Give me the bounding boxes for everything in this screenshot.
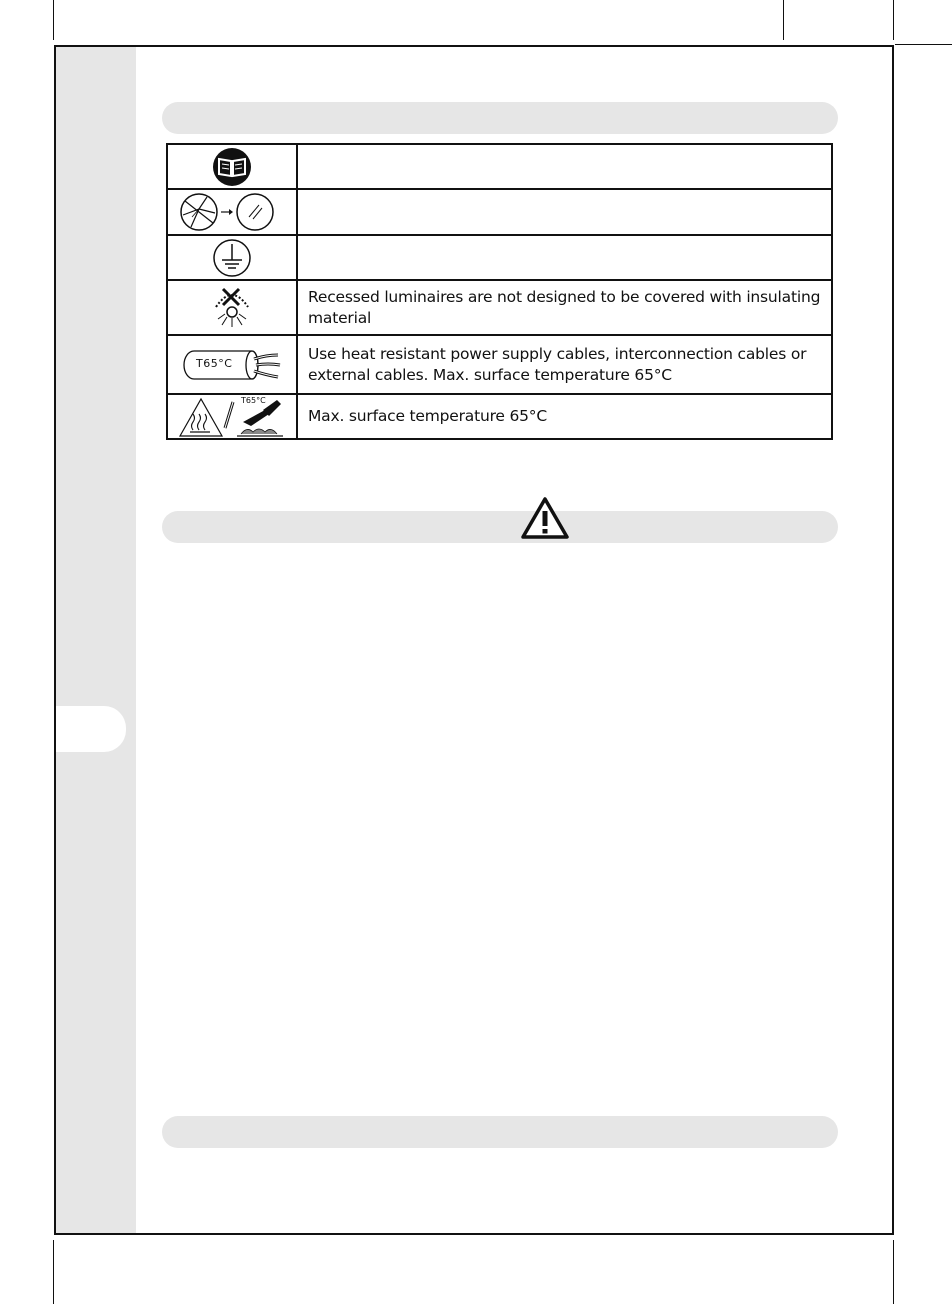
hot-surface-icon <box>177 396 287 438</box>
table-row <box>167 189 832 235</box>
crop-mark <box>783 0 784 40</box>
table-row <box>167 235 832 280</box>
symbol-description <box>297 235 832 280</box>
replace-cracked-glass-icon <box>177 191 287 233</box>
protective-earth-icon <box>212 238 252 278</box>
symbol-description: Use heat resistant power supply cables, interconnection cables or external cables. Max. surface temperature 65°C <box>297 335 832 394</box>
table-row <box>167 144 832 189</box>
heat-resistant-cable-icon <box>182 347 282 383</box>
hot-surface-temp-label: T65°C <box>241 395 266 405</box>
table-row <box>167 280 832 335</box>
table-row <box>167 335 832 394</box>
side-tab <box>56 706 126 752</box>
crop-mark <box>53 0 54 40</box>
symbol-description <box>297 189 832 235</box>
read-manual-icon <box>212 147 252 187</box>
symbol-description <box>297 144 832 189</box>
symbol-description: Recessed luminaires are not designed to be covered with insulating material <box>297 280 832 335</box>
no-insulation-cover-icon <box>212 285 252 331</box>
crop-mark <box>53 1240 54 1304</box>
section-footer-bar <box>162 1116 838 1148</box>
warning-triangle-icon <box>520 496 570 540</box>
warning-header-bar <box>162 511 838 543</box>
symbols-table <box>166 143 833 440</box>
crop-mark <box>895 44 952 45</box>
cable-temp-label: T65°C <box>196 356 233 370</box>
section-header-bar <box>162 102 838 134</box>
side-strip <box>56 47 136 1233</box>
symbol-description: Max. surface temperature 65°C <box>297 394 832 439</box>
crop-mark <box>893 0 894 40</box>
crop-mark <box>893 1240 894 1304</box>
table-row <box>167 394 832 439</box>
